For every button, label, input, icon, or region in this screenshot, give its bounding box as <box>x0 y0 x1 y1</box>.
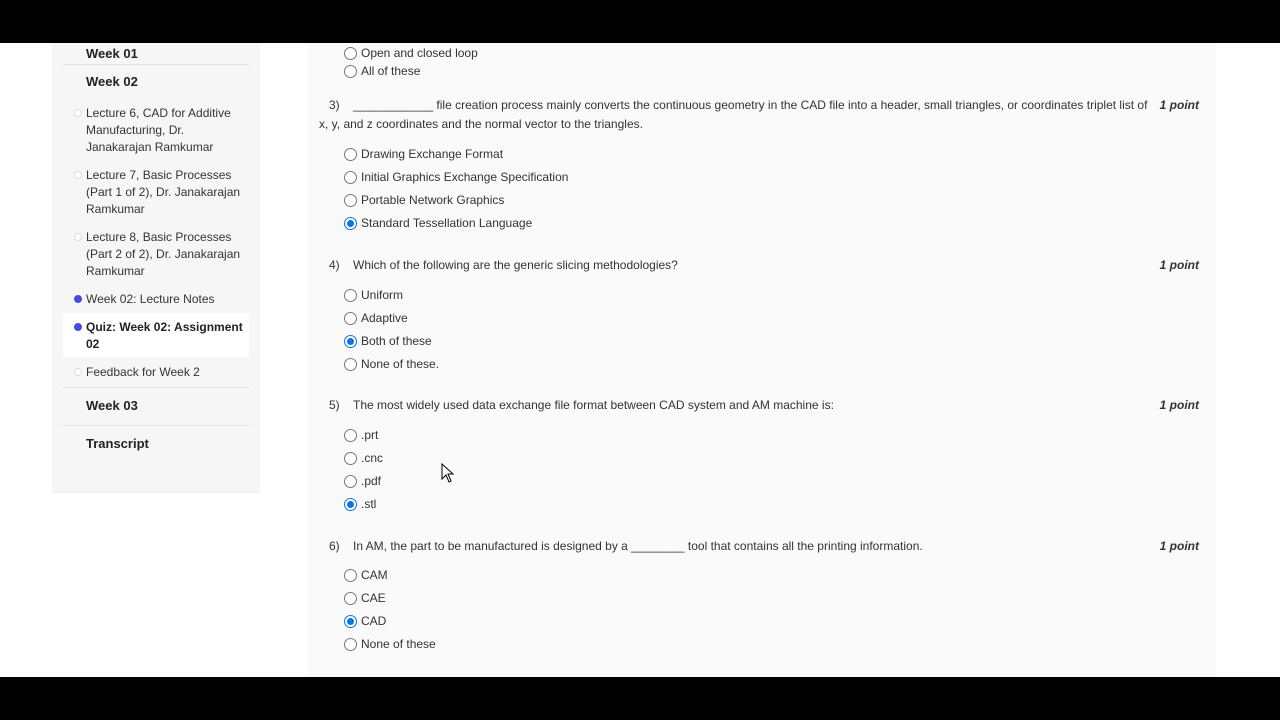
question-text: Which of the following are the generic slicing methodologies? <box>353 258 678 272</box>
radio-icon[interactable] <box>344 592 357 605</box>
question-6 <box>319 537 1209 556</box>
unvisited-dot-icon <box>74 368 82 376</box>
unvisited-dot-icon <box>74 233 82 241</box>
visited-dot-icon <box>74 295 82 303</box>
radio-icon[interactable] <box>344 569 357 582</box>
radio-icon[interactable] <box>344 638 357 651</box>
question-text: In AM, the part to be manufactured is designed by a ________ tool that contains all the printing information. <box>353 539 923 553</box>
week-01-heading[interactable]: Week 01 <box>86 46 138 61</box>
question-3 <box>319 96 1209 134</box>
sidebar-item-quiz-assignment-02[interactable]: Quiz: Week 02: Assignment 02 <box>86 319 248 353</box>
bottom-black-bar <box>0 677 1280 720</box>
option-radio[interactable]: Adaptive <box>344 311 408 325</box>
radio-icon[interactable] <box>344 194 357 207</box>
option-radio[interactable]: CAD <box>344 614 386 628</box>
sidebar-item-feedback[interactable]: Feedback for Week 2 <box>86 364 248 381</box>
option-radio[interactable]: Initial Graphics Exchange Specification <box>344 170 568 184</box>
option-radio[interactable]: Portable Network Graphics <box>344 193 504 207</box>
option-radio[interactable]: Drawing Exchange Format <box>344 147 503 161</box>
option-radio[interactable]: All of these <box>344 64 420 78</box>
question-5 <box>319 396 1209 415</box>
week-02-heading[interactable]: Week 02 <box>86 74 138 89</box>
radio-icon[interactable] <box>344 312 357 325</box>
transcript-link[interactable]: Transcript <box>86 436 149 451</box>
radio-selected-icon[interactable] <box>344 498 357 511</box>
radio-icon[interactable] <box>344 429 357 442</box>
option-radio[interactable]: CAE <box>344 591 386 605</box>
option-radio[interactable]: Both of these <box>344 334 432 348</box>
question-text: The most widely used data exchange file format between CAD system and AM machine is: <box>353 398 834 412</box>
option-radio[interactable]: .stl <box>344 497 376 511</box>
points-label: 1 point <box>1159 539 1199 553</box>
visited-dot-icon <box>74 323 82 331</box>
divider <box>63 64 249 65</box>
radio-selected-icon[interactable] <box>344 217 357 230</box>
question-text: ____________ file creation process mainly converts the continuous geometry in the CAD file into a header, small triangles, or coordinates triplet list of x, y, and z coordinates and the normal vector to the triangles. <box>319 98 1148 131</box>
points-label: 1 point <box>1159 398 1199 412</box>
option-radio[interactable]: None of these <box>344 637 436 651</box>
option-radio[interactable]: .prt <box>344 428 378 442</box>
sidebar-item-lecture-7[interactable]: Lecture 7, Basic Processes (Part 1 of 2), Dr. Janakarajan Ramkumar <box>86 167 248 218</box>
option-radio[interactable]: CAM <box>344 568 388 582</box>
unvisited-dot-icon <box>74 109 82 117</box>
week-03-heading[interactable]: Week 03 <box>86 398 138 413</box>
radio-selected-icon[interactable] <box>344 335 357 348</box>
unvisited-dot-icon <box>74 171 82 179</box>
option-radio[interactable]: Standard Tessellation Language <box>344 216 532 230</box>
divider <box>63 387 249 388</box>
quiz-content <box>308 20 1216 700</box>
divider <box>63 425 249 426</box>
points-label: 1 point <box>1159 258 1199 272</box>
sidebar-item-lecture-6[interactable]: Lecture 6, CAD for Additive Manufacturing, Dr. Janakarajan Ramkumar <box>86 105 248 156</box>
radio-icon[interactable] <box>344 475 357 488</box>
top-black-bar <box>0 0 1280 43</box>
option-radio[interactable]: None of these. <box>344 357 439 371</box>
radio-icon[interactable] <box>344 358 357 371</box>
question-number: 6) <box>329 539 340 553</box>
sidebar-item-lecture-notes[interactable]: Week 02: Lecture Notes <box>86 291 248 308</box>
question-number: 5) <box>329 398 340 412</box>
radio-icon[interactable] <box>344 47 357 60</box>
radio-icon[interactable] <box>344 65 357 78</box>
question-number: 3) <box>329 98 340 112</box>
radio-icon[interactable] <box>344 148 357 161</box>
option-radio[interactable]: .pdf <box>344 474 381 488</box>
radio-selected-icon[interactable] <box>344 615 357 628</box>
points-label: 1 point <box>1159 98 1199 112</box>
question-4 <box>319 256 1209 275</box>
option-radio[interactable]: Open and closed loop <box>344 46 478 60</box>
radio-icon[interactable] <box>344 289 357 302</box>
mouse-cursor-icon <box>441 463 455 483</box>
radio-icon[interactable] <box>344 171 357 184</box>
option-radio[interactable]: .cnc <box>344 451 383 465</box>
option-radio[interactable]: Uniform <box>344 288 403 302</box>
course-sidebar <box>52 20 260 493</box>
sidebar-item-lecture-8[interactable]: Lecture 8, Basic Processes (Part 2 of 2), Dr. Janakarajan Ramkumar <box>86 229 248 280</box>
question-number: 4) <box>329 258 340 272</box>
radio-icon[interactable] <box>344 452 357 465</box>
